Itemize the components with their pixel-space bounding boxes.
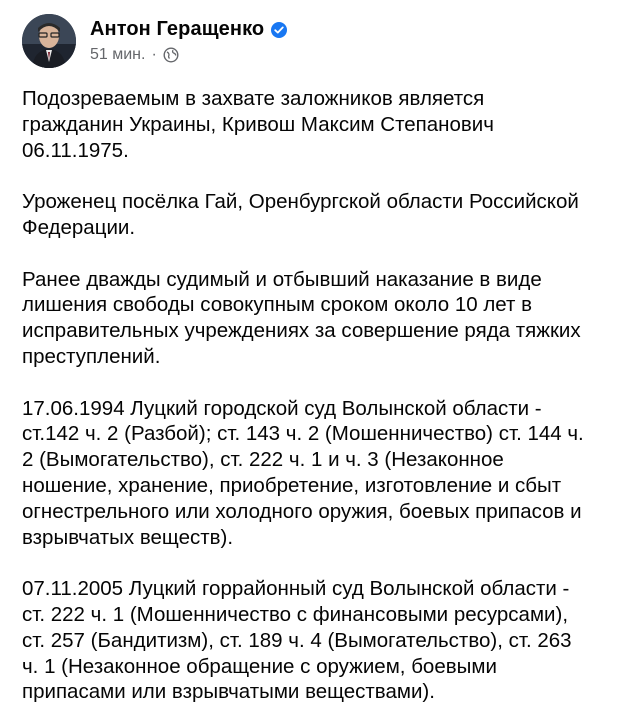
text-line: 2 (Вымогательство), ст. 222 ч. 1 и ч. 3 (Незаконное bbox=[22, 448, 504, 472]
post-timestamp[interactable]: 51 мин. bbox=[90, 46, 146, 63]
text-line: ч. 1 (Незаконное обращение с оружием, боевыми bbox=[22, 654, 497, 678]
text-line: гражданин Украины, Кривош Максим Степанович bbox=[22, 112, 494, 136]
author-avatar[interactable] bbox=[22, 14, 76, 68]
text-line: 06.11.1975. bbox=[22, 138, 129, 162]
text-line: Уроженец посёлка Гай, Оренбургской области Российской bbox=[22, 190, 579, 214]
text-line: припасами или взрывчатыми веществами). bbox=[22, 680, 435, 704]
text-line: лишения свободы совокупным сроком около 10 лет в bbox=[22, 293, 532, 317]
text-line: Ранее дважды судимый и отбывший наказание в виде bbox=[22, 267, 542, 291]
separator-dot: · bbox=[151, 46, 157, 63]
text-line: ношение, хранение, приобретение, изготовление и сбыт bbox=[22, 473, 562, 497]
text-line: преступлений. bbox=[22, 344, 161, 368]
post-paragraph bbox=[22, 267, 620, 370]
post-paragraph bbox=[22, 576, 620, 705]
text-line: 07.11.2005 Луцкий горрайонный суд Волынской области - bbox=[22, 577, 570, 601]
text-line: ст. 257 (Бандитизм), ст. 189 ч. 4 (Вымогательство), ст. 263 bbox=[22, 628, 572, 652]
text-line: ст.142 ч. 2 (Разбой); ст. 143 ч. 2 (Мошенничество) ст. 144 ч. bbox=[22, 422, 584, 446]
text-line: огнестрельного или холодного оружия, боевых припасов и bbox=[22, 499, 582, 523]
text-line: ст. 222 ч. 1 (Мошенничество с финансовыми ресурсами), bbox=[22, 602, 569, 626]
text-line: 17.06.1994 Луцкий городской суд Волынской области - bbox=[22, 396, 542, 420]
text-line: взрывчатых веществ). bbox=[22, 525, 234, 549]
verified-badge-icon bbox=[270, 21, 288, 39]
post-meta bbox=[90, 14, 288, 64]
text-line: Федерации. bbox=[22, 215, 136, 239]
post-paragraph bbox=[22, 86, 620, 163]
post-header bbox=[22, 14, 620, 76]
text-line: исправительных учреждениях за совершение ряда тяжких bbox=[22, 319, 581, 343]
name-row bbox=[90, 18, 288, 41]
post-subline bbox=[90, 46, 288, 64]
author-name[interactable]: Антон Геращенко bbox=[90, 18, 265, 40]
post-paragraph bbox=[22, 189, 620, 241]
globe-icon[interactable] bbox=[163, 47, 179, 63]
post-body bbox=[22, 86, 620, 705]
text-line: Подозреваемым в захвате заложников является bbox=[22, 87, 485, 110]
post-paragraph bbox=[22, 396, 620, 551]
